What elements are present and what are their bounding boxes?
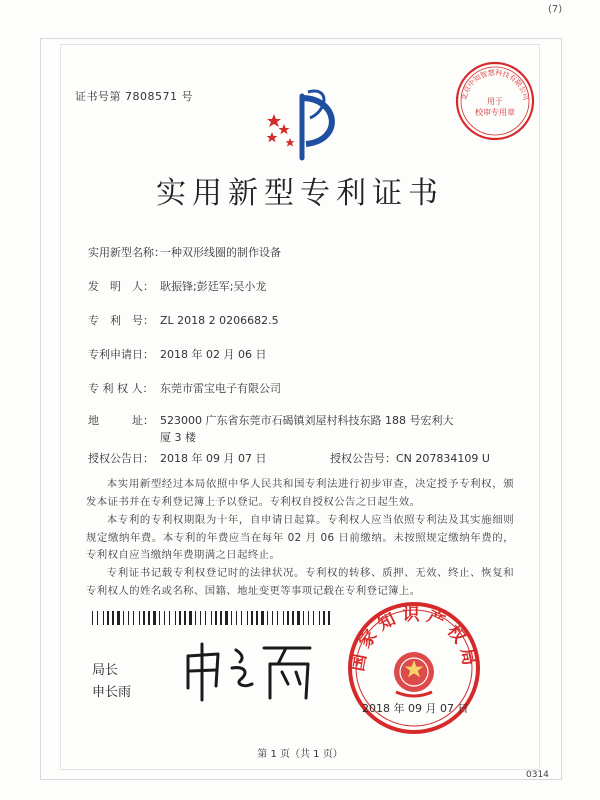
body-paragraph: 专利证书记载专利权登记时的法律状况。专利权的转移、质押、无效、终止、恢复和专利权人的姓名或名称、国籍、地址变更等事项记载在专利登记簿上。 [86,567,514,597]
field-address-value: 523000 广东省东莞市石碣镇刘屋村科技东路 188 号宏利大厦 3 楼 [160,414,454,444]
barcode-bar [256,611,258,625]
barcode-bar [148,611,150,625]
field-grant-date [88,450,266,466]
field-patentee-label: 专 利 权 人： [88,382,154,395]
field-utility-model-name [88,244,281,260]
body-paragraph: 本实用新型经过本局依照中华人民共和国专利法进行初步审查，决定授予专利权，颁发本证书并在专利登记簿上予以登记。专利权自授权公告之日起生效。 [86,478,514,508]
barcode-bar [133,611,134,625]
cnipa-logo-icon [258,88,350,164]
barcode-bar [211,611,212,625]
barcode-bar [215,611,217,625]
director-signature-icon [178,640,318,704]
field-address [88,412,460,446]
barcode-bar [128,611,129,625]
barcode-bar [267,611,268,625]
barcode-bar [313,611,314,625]
barcode-bar [200,611,201,625]
barcode-bar [225,611,228,625]
barcode-bar [236,611,237,625]
field-inventor-value: 耿振锋;彭廷军;吴小龙 [160,280,267,293]
field-name-label: 实用新型名称： [88,246,165,259]
certificate-number-suffix: 号 [181,90,193,103]
barcode-bar [231,611,232,625]
field-filing-date [88,346,266,362]
field-grant-date-label: 授权公告日： [88,452,154,465]
barcode-bar [272,611,273,625]
barcode-bar [107,611,109,625]
seal-date: 2018 年 09 月 07 日 [362,702,469,715]
certificate-number-value: 7808571 [125,90,178,103]
barcode-bar [292,611,294,625]
barcode-bar [117,611,120,625]
field-inventor [88,278,266,294]
barcode-bar [303,611,304,625]
field-grant-date-value: 2018 年 09 月 07 日 [160,452,267,465]
barcode-bar [164,611,165,625]
barcode-bar [189,611,192,625]
body-paragraph: 本专利的专利权期限为十年，自申请日起算。专利权人应当依照专利法及其实施细则规定缴纳年费。本专利的年费应当在每年 02 月 06 日前缴纳。未按照规定缴纳年费的，专利权自应当缴纳年费期满之日起终止。 [86,514,514,561]
verification-seal-icon [454,60,536,142]
field-inventor-label: 发 明 人： [88,280,154,293]
barcode-bar [169,611,170,625]
field-patentee [88,380,281,396]
field-filing-date-value: 2018 年 02 月 06 日 [160,348,267,361]
page-footer: 第 1 页（共 1 页） [257,749,343,760]
barcode-bar [139,611,140,625]
field-grant-number [330,450,490,466]
barcode-bar [247,611,248,625]
barcode-bar [175,611,176,625]
verification-seal-center-line1: 用于 [487,97,503,106]
barcode-bar [179,611,181,625]
barcode-bar [153,611,156,625]
field-patentee-value: 东莞市雷宝电子有限公司 [160,382,281,395]
field-patent-number-value: ZL 2018 2 0206682.5 [160,314,279,327]
director-title: 局长 [92,663,119,678]
verification-seal-ring-text: 北京中知智慧科技有限公司 [460,68,530,101]
barcode-bar [323,611,325,625]
barcode-bar [184,611,186,625]
barcode-bar [328,611,330,625]
field-name-value: 一种双形线圈的制作设备 [160,246,281,259]
director-name: 申长雨 [92,685,132,700]
certificate-number-label: 证书号第 [75,90,121,103]
certificate-title: 实用新型专利证书 [156,176,444,211]
corner-page-mark: (7) [548,4,563,15]
bottom-code: 0314 [526,770,549,780]
barcode-bar [123,611,124,625]
barcode-bar [287,611,289,625]
barcode-bar [319,611,320,625]
barcode-bar [261,611,264,625]
barcode-bar [251,611,253,625]
barcode-bar [283,611,284,625]
barcode-bar [159,611,160,625]
cnipa-seal-ring-text: 国家知识产权局 [347,605,481,673]
field-patent-number-label: 专 利 号： [88,314,154,327]
verification-seal-center-line2: 校审专用章 [475,108,515,117]
barcode-bar [297,611,300,625]
field-patent-number [88,312,279,328]
barcode-bar [103,611,104,625]
barcode-bar [241,611,242,625]
field-address-label: 地 址： [88,414,154,427]
barcode-bar [92,611,93,625]
barcode-bar [205,611,206,625]
barcode-bar [277,611,278,625]
barcode-bar [195,611,196,625]
barcode-bar [97,611,98,625]
barcode-bar [112,611,114,625]
certificate-number [75,88,193,104]
barcode-bar [143,611,145,625]
field-grant-number-label: 授权公告号： [330,452,396,465]
field-grant-number-value: CN 207834109 U [396,452,490,465]
barcode-bar [220,611,222,625]
verification-seal [454,60,536,142]
field-filing-date-label: 专利申请日： [88,348,154,361]
barcode-bar [308,611,309,625]
barcode [92,611,332,625]
